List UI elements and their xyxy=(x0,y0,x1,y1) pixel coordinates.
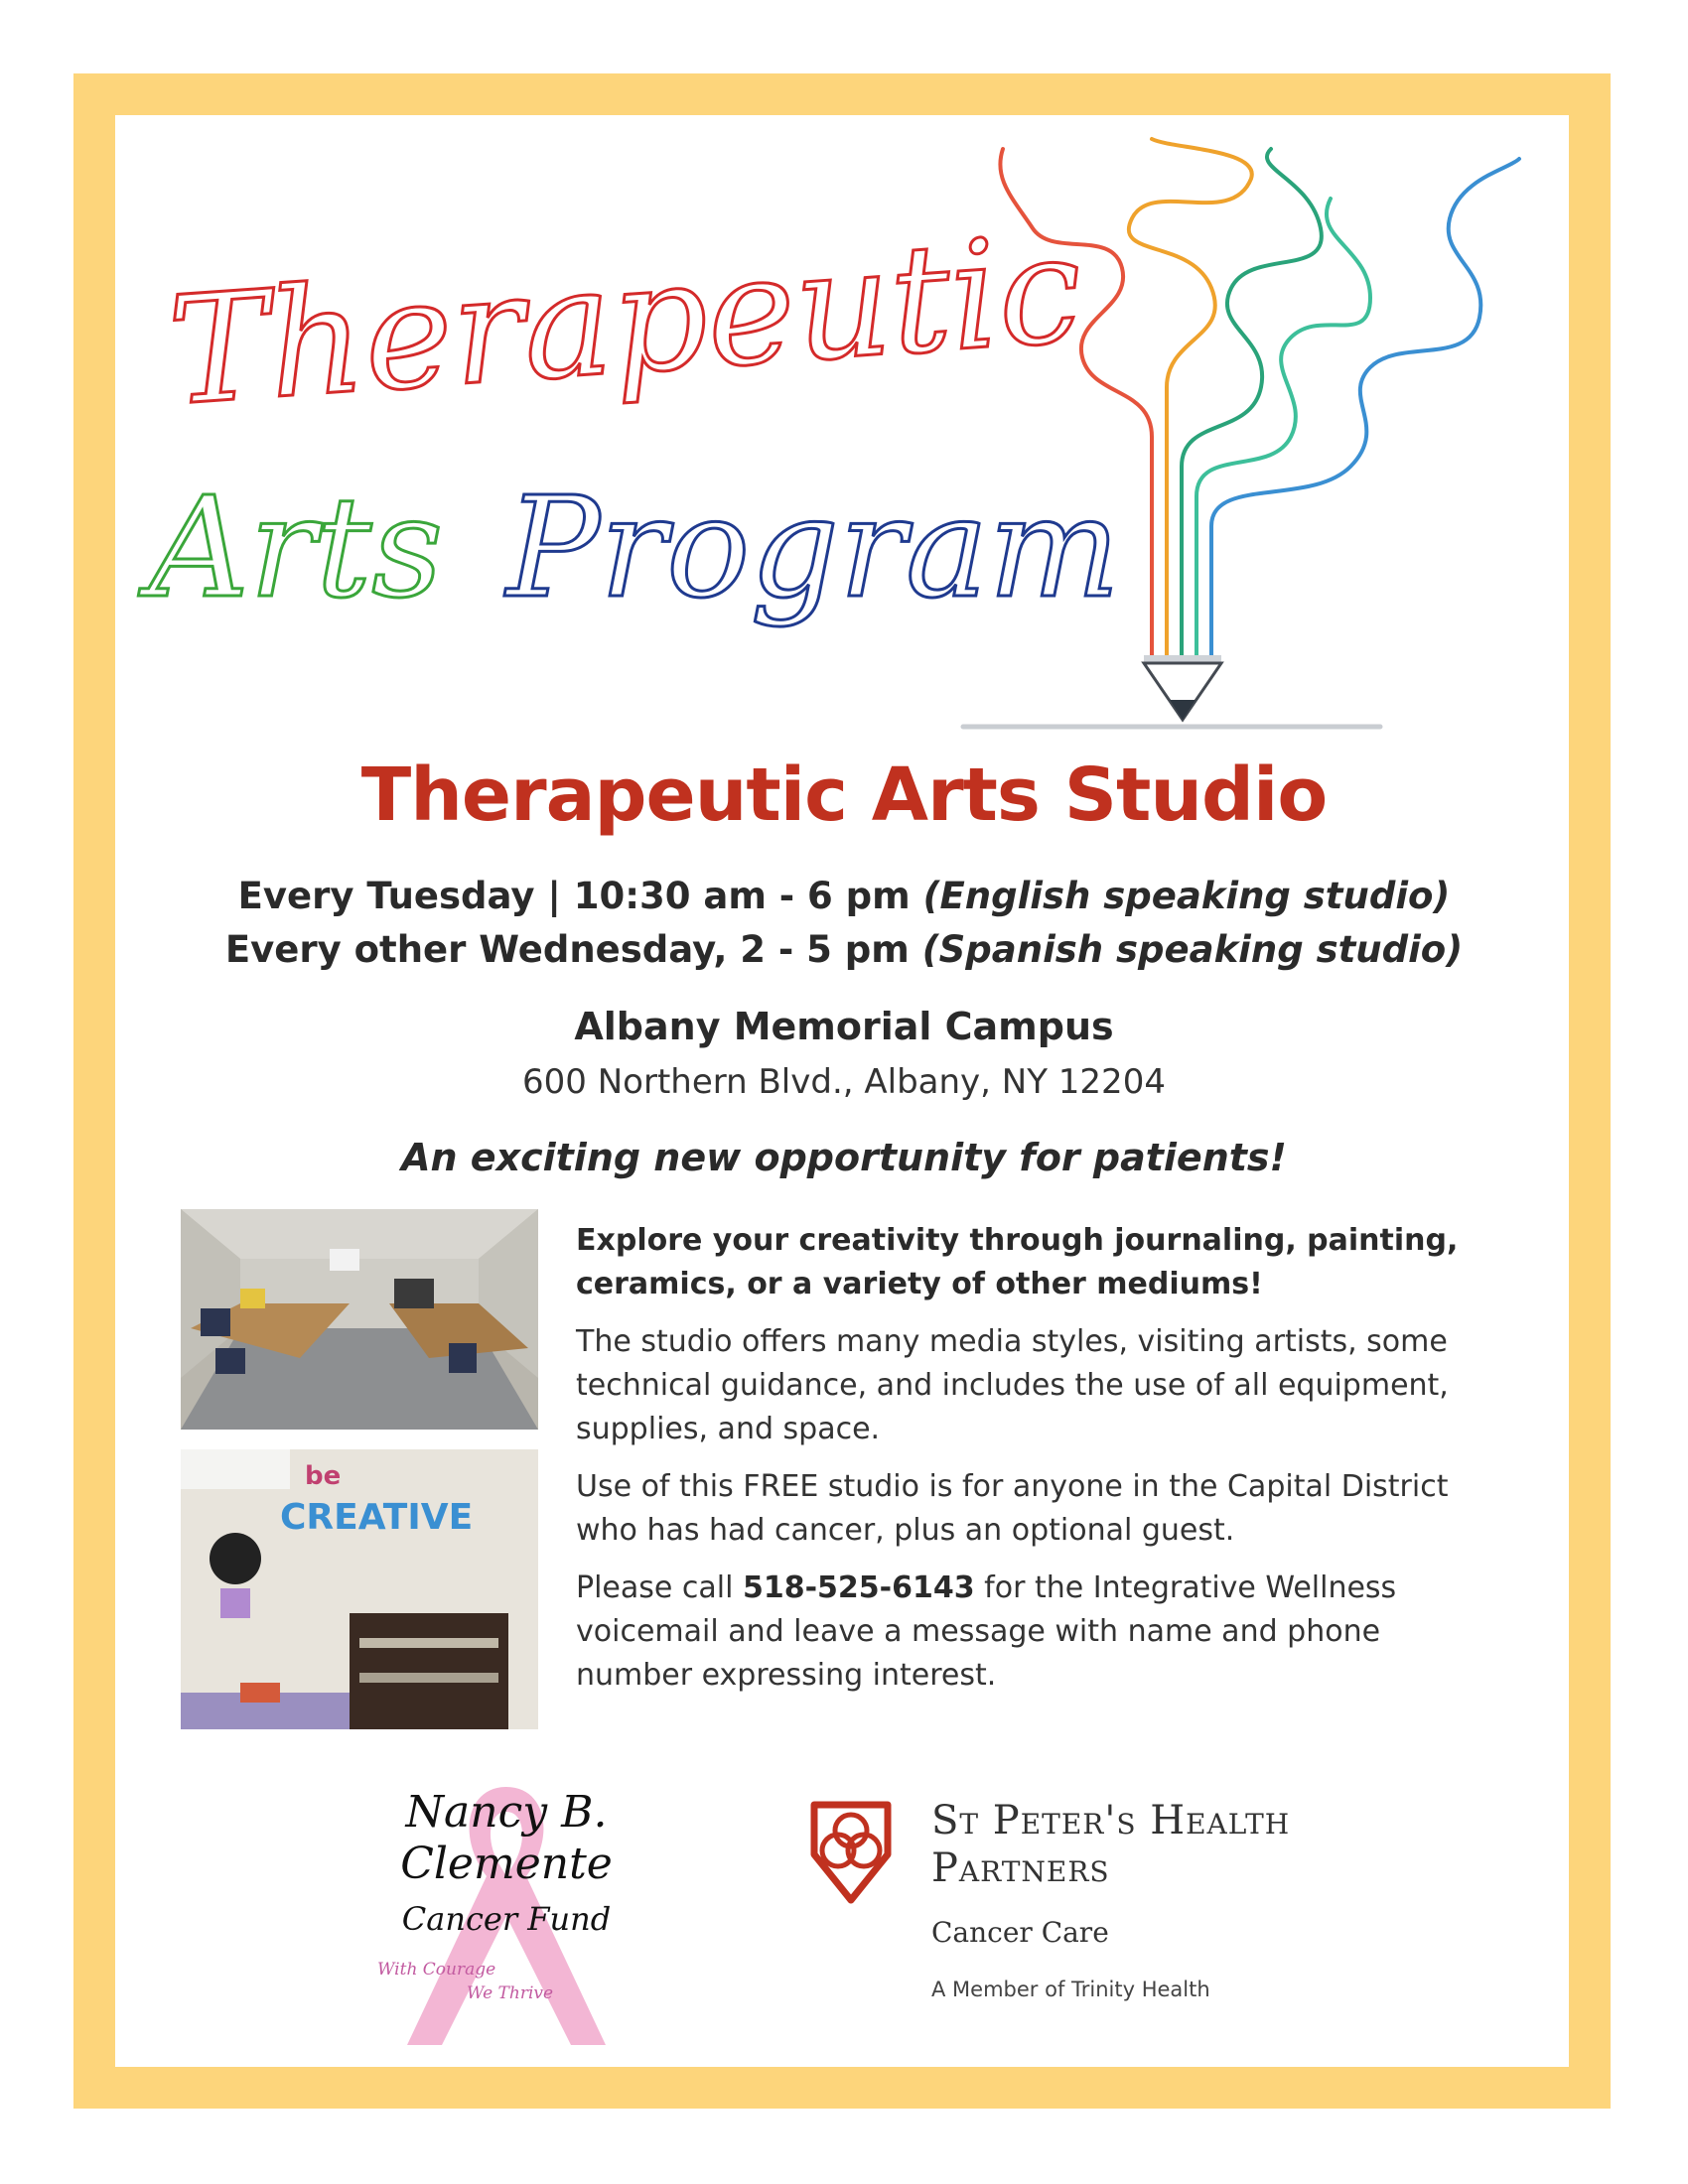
st-peters-emblem-icon xyxy=(806,1799,896,1906)
nancy-logo-motto2: We Thrive xyxy=(467,1983,554,2003)
campus-address: 600 Northern Blvd., Albany, NY 12204 xyxy=(522,1062,1166,1102)
svg-text:CREATIVE: CREATIVE xyxy=(280,1497,474,1538)
schedule-line-wednesday: Every other Wednesday, 2 - 5 pm (Spanish speaking studio) xyxy=(224,928,1464,971)
schedule-line-tuesday: Every Tuesday | 10:30 am - 6 pm (English speaking studio) xyxy=(237,875,1451,917)
body-text xyxy=(576,1219,1470,1711)
body-para-3: Please call 518-525-6143 for the Integrative Wellness voicemail and leave a message with name and phone number expressing interest. xyxy=(576,1570,1397,1693)
tagline: An exciting new opportunity for patients! xyxy=(401,1136,1287,1179)
st-peters-cancer-care: Cancer Care xyxy=(931,1916,1109,1949)
pencil-swirl-illustration xyxy=(794,139,1569,735)
script-title-therapeutic: Therapeutic xyxy=(163,203,1087,440)
body-para-1: The studio offers many media styles, visiting artists, some technical guidance, and includes the use of all equipment, supplies, and space. xyxy=(576,1324,1449,1446)
body-lead: Explore your creativity through journaling, painting, ceramics, or a variety of other mediums! xyxy=(576,1223,1459,1301)
nancy-logo-line1: Nancy B. xyxy=(405,1787,608,1838)
script-title-program: Program xyxy=(506,468,1121,629)
st-peters-name: St Peter's Health Partners xyxy=(931,1798,1291,1891)
body-para-2: Use of this FREE studio is for anyone in the Capital District who has had cancer, plus an optional guest. xyxy=(576,1469,1449,1548)
studio-room-photo xyxy=(181,1209,538,1430)
studio-title: Therapeutic Arts Studio xyxy=(360,752,1328,838)
schedule xyxy=(99,870,1589,977)
st-peters-member-note: A Member of Trinity Health xyxy=(931,1978,1210,2001)
pencil xyxy=(1144,655,1221,720)
swirl-orange xyxy=(1129,139,1252,655)
nancy-logo-motto1: With Courage xyxy=(377,1960,496,1979)
campus-name: Albany Memorial Campus xyxy=(574,1005,1114,1048)
phone-number: 518-525-6143 xyxy=(742,1570,975,1605)
nancy-logo-line3: Cancer Fund xyxy=(401,1900,612,1938)
svg-text:be: be xyxy=(305,1461,342,1491)
script-title-arts: Arts xyxy=(149,468,444,629)
nancy-logo-line2: Clemente xyxy=(400,1839,613,1889)
swirl-green xyxy=(1182,149,1322,655)
swirl-blue xyxy=(1211,159,1519,655)
be-creative-wall-photo xyxy=(181,1449,538,1729)
